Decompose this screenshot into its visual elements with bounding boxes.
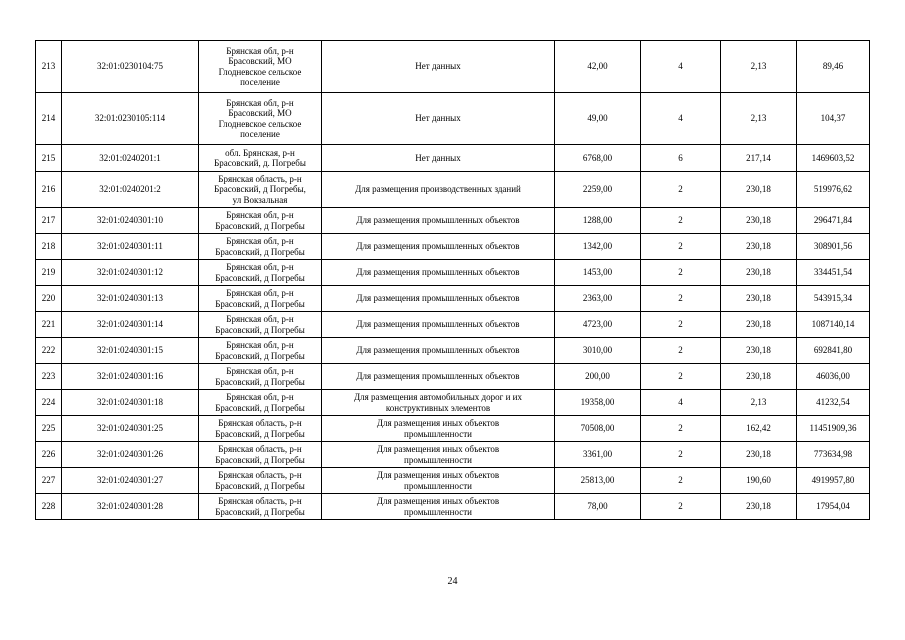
cadastral-value-cell: 773634,98 <box>797 442 870 468</box>
rate-cell: 230,18 <box>721 312 797 338</box>
cadastral-value-cell: 334451,54 <box>797 260 870 286</box>
table-row <box>36 172 870 208</box>
address-cell: Брянская обл, р-н Брасовский, д Погребы <box>199 390 322 416</box>
category-cell: 2 <box>641 338 721 364</box>
row-number-cell: 215 <box>36 145 62 172</box>
category-cell: 2 <box>641 312 721 338</box>
table-row <box>36 442 870 468</box>
area-cell: 19358,00 <box>555 390 641 416</box>
cadastral-number-cell: 32:01:0240301:16 <box>62 364 199 390</box>
permitted-use-cell: Для размещения иных объектов промышленности <box>322 494 555 520</box>
rate-cell: 230,18 <box>721 364 797 390</box>
row-number-cell: 213 <box>36 41 62 93</box>
address-cell: Брянская обл, р-н Брасовский, д Погребы <box>199 286 322 312</box>
rate-cell: 230,18 <box>721 442 797 468</box>
area-cell: 1288,00 <box>555 208 641 234</box>
rate-cell: 2,13 <box>721 41 797 93</box>
area-cell: 70508,00 <box>555 416 641 442</box>
table-row <box>36 208 870 234</box>
area-cell: 6768,00 <box>555 145 641 172</box>
permitted-use-cell: Нет данных <box>322 41 555 93</box>
address-cell: Брянская обл, р-н Брасовский, МО Глодневское сельское поселение <box>199 41 322 93</box>
cadastral-number-cell: 32:01:0240301:14 <box>62 312 199 338</box>
permitted-use-cell: Для размещения промышленных объектов <box>322 364 555 390</box>
cadastral-value-cell: 41232,54 <box>797 390 870 416</box>
address-cell: Брянская область, р-н Брасовский, д Погребы <box>199 442 322 468</box>
cadastral-number-cell: 32:01:0240301:11 <box>62 234 199 260</box>
cadastral-value-cell: 308901,56 <box>797 234 870 260</box>
table-row <box>36 494 870 520</box>
address-cell: Брянская обл, р-н Брасовский, д Погребы <box>199 208 322 234</box>
cadastral-number-cell: 32:01:0240201:2 <box>62 172 199 208</box>
cadastral-value-cell: 46036,00 <box>797 364 870 390</box>
cadastral-value-cell: 11451909,36 <box>797 416 870 442</box>
area-cell: 4723,00 <box>555 312 641 338</box>
permitted-use-cell: Для размещения промышленных объектов <box>322 312 555 338</box>
permitted-use-cell: Для размещения иных объектов промышленности <box>322 468 555 494</box>
cadastral-number-cell: 32:01:0240301:10 <box>62 208 199 234</box>
cadastral-value-cell: 104,37 <box>797 93 870 145</box>
area-cell: 25813,00 <box>555 468 641 494</box>
table-row <box>36 416 870 442</box>
category-cell: 4 <box>641 390 721 416</box>
cadastral-value-cell: 1087140,14 <box>797 312 870 338</box>
table-row <box>36 286 870 312</box>
rate-cell: 230,18 <box>721 234 797 260</box>
category-cell: 4 <box>641 93 721 145</box>
row-number-cell: 216 <box>36 172 62 208</box>
cadastral-number-cell: 32:01:0240301:13 <box>62 286 199 312</box>
rate-cell: 230,18 <box>721 286 797 312</box>
address-cell: Брянская обл, р-н Брасовский, МО Глодневское сельское поселение <box>199 93 322 145</box>
row-number-cell: 226 <box>36 442 62 468</box>
table-row <box>36 41 870 93</box>
cadastral-value-cell: 1469603,52 <box>797 145 870 172</box>
cadastral-value-cell: 519976,62 <box>797 172 870 208</box>
table-body <box>36 41 870 520</box>
rate-cell: 230,18 <box>721 208 797 234</box>
permitted-use-cell: Для размещения автомобильных дорог и их конструктивных элементов <box>322 390 555 416</box>
permitted-use-cell: Для размещения промышленных объектов <box>322 208 555 234</box>
cadastral-number-cell: 32:01:0240301:12 <box>62 260 199 286</box>
cadastral-value-cell: 17954,04 <box>797 494 870 520</box>
cadastral-value-cell: 296471,84 <box>797 208 870 234</box>
row-number-cell: 217 <box>36 208 62 234</box>
row-number-cell: 223 <box>36 364 62 390</box>
address-cell: Брянская обл, р-н Брасовский, д Погребы <box>199 260 322 286</box>
permitted-use-cell: Нет данных <box>322 93 555 145</box>
cadastral-number-cell: 32:01:0240301:28 <box>62 494 199 520</box>
category-cell: 2 <box>641 416 721 442</box>
rate-cell: 230,18 <box>721 172 797 208</box>
row-number-cell: 227 <box>36 468 62 494</box>
cadastral-number-cell: 32:01:0230104:75 <box>62 41 199 93</box>
rate-cell: 230,18 <box>721 260 797 286</box>
cadastral-value-cell: 692841,80 <box>797 338 870 364</box>
area-cell: 3361,00 <box>555 442 641 468</box>
cadastral-number-cell: 32:01:0240301:15 <box>62 338 199 364</box>
row-number-cell: 221 <box>36 312 62 338</box>
land-plots-table <box>35 40 870 520</box>
address-cell: Брянская обл, р-н Брасовский, д Погребы <box>199 338 322 364</box>
area-cell: 1342,00 <box>555 234 641 260</box>
permitted-use-cell: Для размещения промышленных объектов <box>322 260 555 286</box>
cadastral-number-cell: 32:01:0230105:114 <box>62 93 199 145</box>
table-row <box>36 364 870 390</box>
table-row <box>36 468 870 494</box>
permitted-use-cell: Для размещения производственных зданий <box>322 172 555 208</box>
category-cell: 6 <box>641 145 721 172</box>
permitted-use-cell: Для размещения промышленных объектов <box>322 338 555 364</box>
table-row <box>36 338 870 364</box>
rate-cell: 2,13 <box>721 93 797 145</box>
cadastral-number-cell: 32:01:0240301:25 <box>62 416 199 442</box>
row-number-cell: 220 <box>36 286 62 312</box>
category-cell: 2 <box>641 208 721 234</box>
rate-cell: 190,60 <box>721 468 797 494</box>
table-row <box>36 145 870 172</box>
row-number-cell: 224 <box>36 390 62 416</box>
category-cell: 2 <box>641 442 721 468</box>
permitted-use-cell: Для размещения иных объектов промышленности <box>322 416 555 442</box>
category-cell: 2 <box>641 364 721 390</box>
area-cell: 2363,00 <box>555 286 641 312</box>
cadastral-value-cell: 89,46 <box>797 41 870 93</box>
table-row <box>36 93 870 145</box>
address-cell: Брянская обл, р-н Брасовский, д Погребы <box>199 364 322 390</box>
table-row <box>36 234 870 260</box>
area-cell: 3010,00 <box>555 338 641 364</box>
permitted-use-cell: Для размещения иных объектов промышленности <box>322 442 555 468</box>
rate-cell: 230,18 <box>721 494 797 520</box>
area-cell: 42,00 <box>555 41 641 93</box>
category-cell: 2 <box>641 260 721 286</box>
row-number-cell: 219 <box>36 260 62 286</box>
category-cell: 4 <box>641 41 721 93</box>
area-cell: 49,00 <box>555 93 641 145</box>
rate-cell: 230,18 <box>721 338 797 364</box>
permitted-use-cell: Для размещения промышленных объектов <box>322 234 555 260</box>
area-cell: 2259,00 <box>555 172 641 208</box>
row-number-cell: 214 <box>36 93 62 145</box>
rate-cell: 2,13 <box>721 390 797 416</box>
category-cell: 2 <box>641 468 721 494</box>
address-cell: Брянская обл, р-н Брасовский, д Погребы <box>199 234 322 260</box>
table-row <box>36 312 870 338</box>
table-row <box>36 390 870 416</box>
cadastral-number-cell: 32:01:0240301:26 <box>62 442 199 468</box>
category-cell: 2 <box>641 494 721 520</box>
table-row <box>36 260 870 286</box>
address-cell: Брянская обл, р-н Брасовский, д Погребы <box>199 312 322 338</box>
rate-cell: 217,14 <box>721 145 797 172</box>
permitted-use-cell: Для размещения промышленных объектов <box>322 286 555 312</box>
permitted-use-cell: Нет данных <box>322 145 555 172</box>
row-number-cell: 228 <box>36 494 62 520</box>
page-number: 24 <box>447 576 458 587</box>
category-cell: 2 <box>641 234 721 260</box>
row-number-cell: 218 <box>36 234 62 260</box>
category-cell: 2 <box>641 286 721 312</box>
area-cell: 1453,00 <box>555 260 641 286</box>
area-cell: 200,00 <box>555 364 641 390</box>
area-cell: 78,00 <box>555 494 641 520</box>
cadastral-value-cell: 4919957,80 <box>797 468 870 494</box>
cadastral-number-cell: 32:01:0240301:27 <box>62 468 199 494</box>
rate-cell: 162,42 <box>721 416 797 442</box>
address-cell: Брянская область, р-н Брасовский, д Погребы <box>199 494 322 520</box>
address-cell: Брянская область, р-н Брасовский, д Погребы <box>199 416 322 442</box>
cadastral-number-cell: 32:01:0240201:1 <box>62 145 199 172</box>
cadastral-value-cell: 543915,34 <box>797 286 870 312</box>
address-cell: Брянская область, р-н Брасовский, д Погребы <box>199 468 322 494</box>
row-number-cell: 222 <box>36 338 62 364</box>
cadastral-number-cell: 32:01:0240301:18 <box>62 390 199 416</box>
address-cell: Брянская область, р-н Брасовский, д Погребы, ул Вокзальная <box>199 172 322 208</box>
row-number-cell: 225 <box>36 416 62 442</box>
category-cell: 2 <box>641 172 721 208</box>
address-cell: обл. Брянская, р-н Брасовский, д. Погребы <box>199 145 322 172</box>
